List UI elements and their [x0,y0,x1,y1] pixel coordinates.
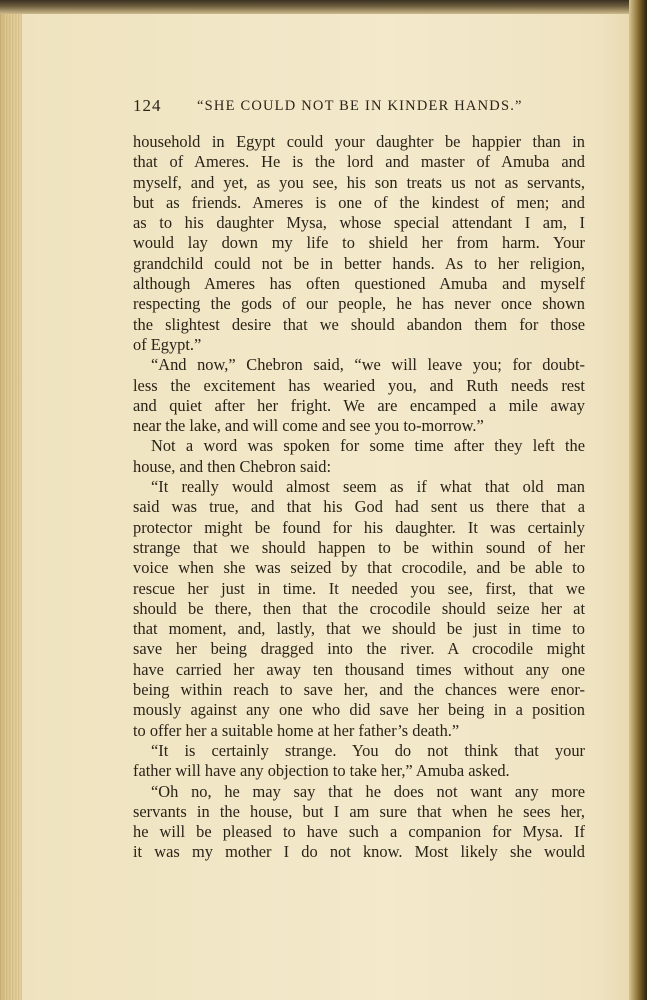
text-line: that moment, and, lastly, that we should be just in time to [133,619,585,639]
text-line: myself, and yet, as you see, his son treats us not as servants, [133,172,585,192]
text-line: strange that we should happen to be within sound of her [133,537,585,557]
text-line: but as friends. Ameres is one of the kindest of men; and [133,192,585,212]
text-line: “It is certainly strange. You do not think that your [151,740,585,760]
text-line: “It really would almost seem as if what that old man [151,477,585,497]
text-line: he will be pleased to have such a companion for Mysa. If [133,822,585,842]
text-line: said was true, and that his God had sent us there that a [133,497,585,517]
text-line: near the lake, and will come and see you to-morrow.” [133,416,484,436]
top-page-edge [0,0,647,14]
text-line: save her being dragged into the river. A crocodile might [133,639,585,659]
body-text [133,132,585,863]
text-line: household in Egypt could your daughter be happier than in [133,132,585,151]
page-number: 124 [133,96,162,115]
text-line: to offer her a suitable home at her father’s death.” [133,720,460,740]
text-line: the slightest desire that we should abandon them for those [133,314,585,334]
text-line: it was my mother I do not know. Most likely she would [133,842,585,862]
text-line: voice when she was seized by that crocodile, and be able to [133,558,585,578]
text-line: respecting the gods of our people, he has never once shown [133,294,585,314]
text-line: Not a word was spoken for some time after they left the [151,436,585,456]
right-page-edge [629,0,647,1000]
text-line: servants in the house, but I am sure that when he sees her, [133,801,585,821]
text-line: rescue her just in time. It needed you see, first, that we [133,578,585,598]
text-line: have carried her away ten thousand times without any one [133,659,585,679]
text-line: protector might be found for his daughter. It was certainly [133,517,585,537]
text-line: being within reach to save her, and the chances were enor- [133,680,585,700]
text-line: house, and then Chebron said: [133,456,332,476]
text-line: that of Ameres. He is the lord and master of Amuba and [133,152,585,172]
text-line: grandchild could not be in better hands. As to her religion, [133,253,585,273]
text-line: “Oh no, he may say that he does not want any more [151,781,585,801]
running-head: “SHE COULD NOT BE IN KINDER HANDS.” [197,98,523,114]
text-line: “And now,” Chebron said, “we will leave you; for doubt- [151,355,585,375]
text-line: father will have any objection to take her,” Amuba asked. [133,761,510,781]
page-header [133,96,593,120]
text-line: should be there, then that the crocodile should seize her at [133,598,585,618]
text-line: although Ameres has often questioned Amuba and myself [133,274,585,294]
text-line: of Egypt.” [133,334,202,354]
text-line: less the excitement has wearied you, and Ruth needs rest [133,375,585,395]
text-line: as to his daughter Mysa, whose special attendant I am, I [133,213,585,233]
book-binding-edge [0,0,22,1000]
text-line: mously against any one who did save her being in a position [133,700,585,720]
text-line: and quiet after her fright. We are encamped a mile away [133,395,585,415]
text-line: would lay down my life to shield her from harm. Your [133,233,585,253]
